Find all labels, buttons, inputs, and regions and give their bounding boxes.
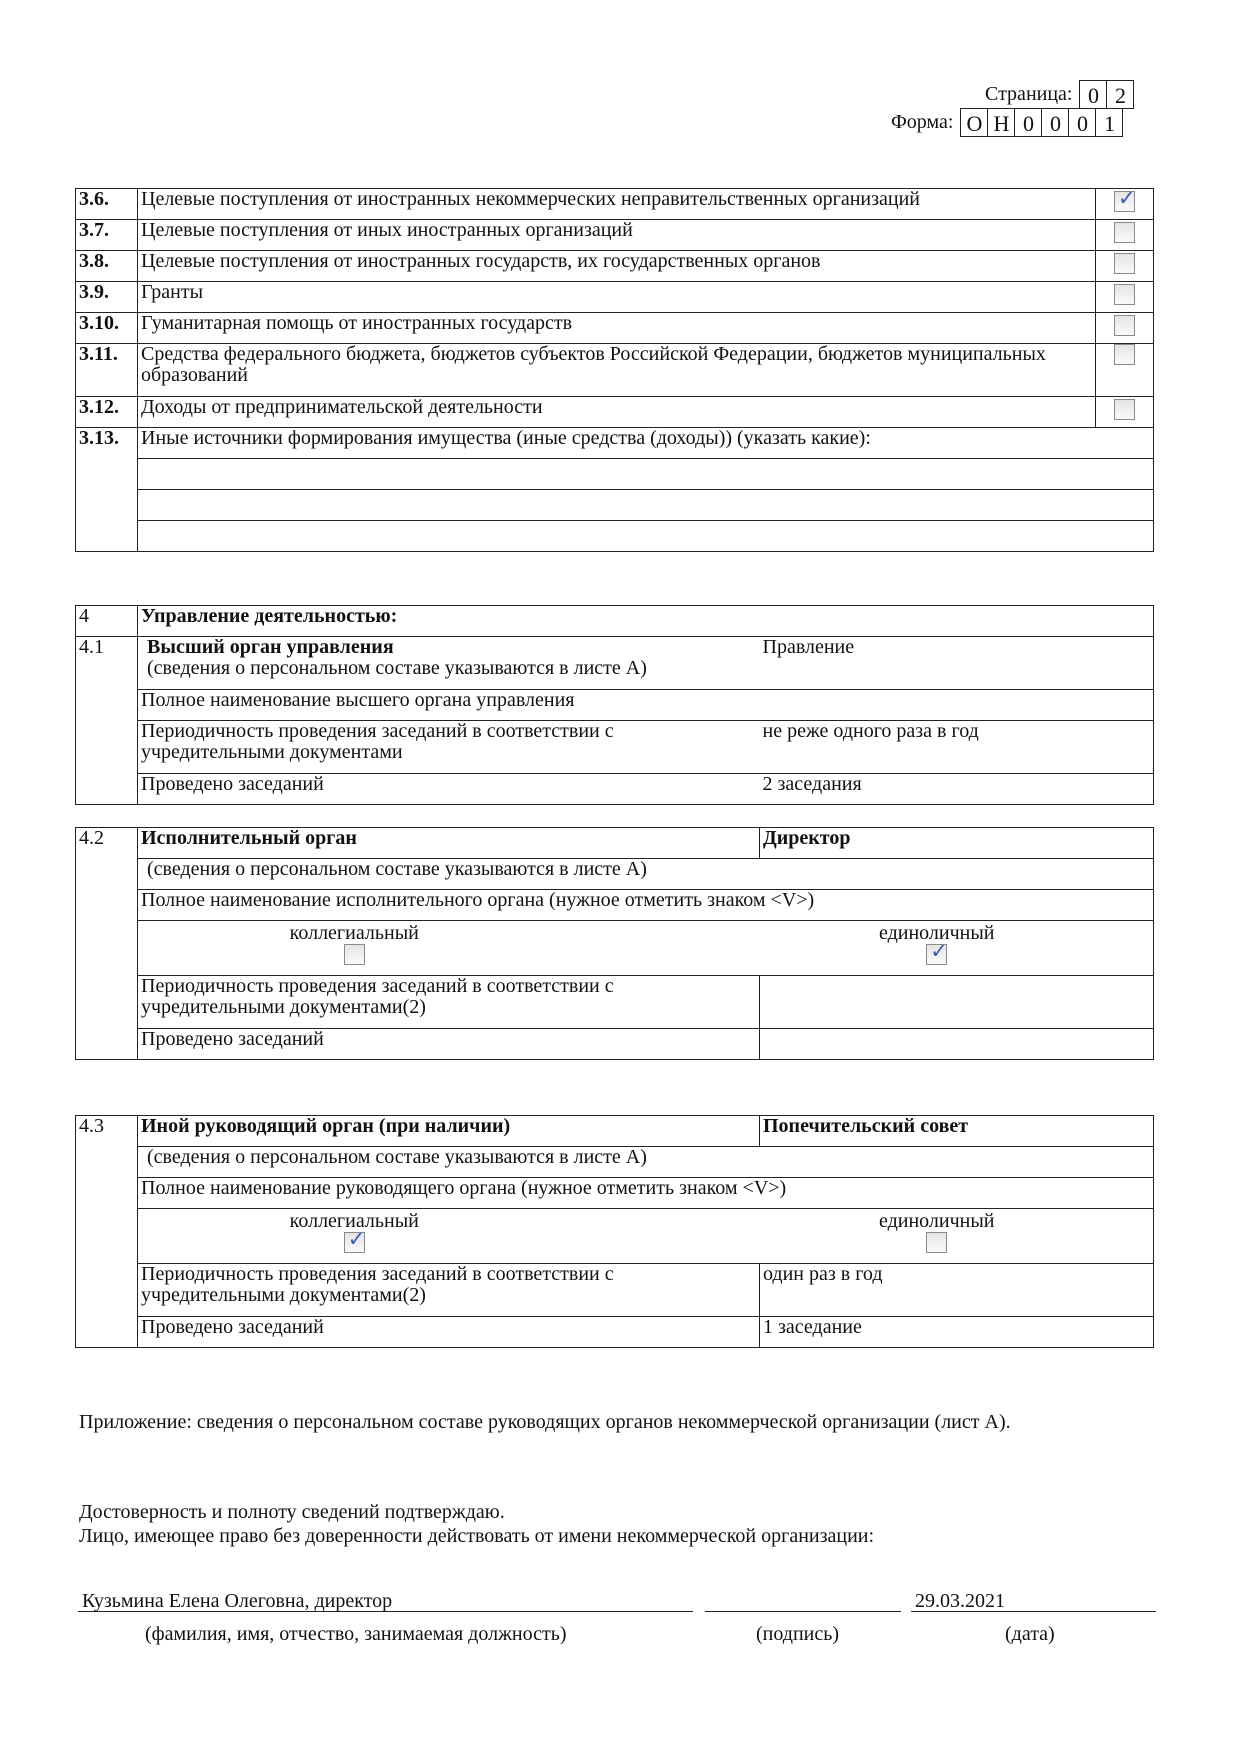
- collegial-label: коллегиальный: [289, 922, 419, 944]
- signatory-text: Лицо, имеющее право без доверенности действовать от имени некоммерческой организации:: [79, 1525, 875, 1547]
- table-row: [76, 774, 1154, 805]
- item-number: 3.8.: [76, 251, 138, 282]
- appendix-text: Приложение: сведения о персональном составе руководящих органов некоммерческой организации (лист А).: [79, 1411, 1011, 1433]
- sole-checkbox[interactable]: [926, 944, 947, 965]
- table-row: [76, 828, 1154, 859]
- collegial-label: коллегиальный: [289, 1210, 419, 1232]
- item-number: 3.7.: [76, 220, 138, 251]
- body-value: Правление: [760, 637, 1154, 690]
- body-title: Иной руководящий орган (при наличии): [138, 1116, 760, 1147]
- item-number: 3.12.: [76, 397, 138, 428]
- table-row: [76, 344, 1154, 397]
- page-digit: 0: [1079, 80, 1107, 109]
- governance-table: [75, 605, 1154, 805]
- collegial-checkbox[interactable]: [344, 944, 365, 965]
- held-label: Проведено заседаний: [138, 1317, 760, 1348]
- form-char: 0: [1014, 108, 1042, 137]
- page-number-block: [985, 80, 1134, 109]
- item-text: Целевые поступления от иностранных государств, их государственных органов: [138, 251, 1096, 282]
- form-char: Н: [987, 108, 1015, 137]
- body-value: Директор: [760, 828, 1154, 859]
- form-char: 0: [1041, 108, 1069, 137]
- other-sources-line[interactable]: [138, 459, 1154, 490]
- body-value: Попечительский совет: [760, 1116, 1154, 1147]
- other-sources-line[interactable]: [138, 490, 1154, 521]
- table-row: [76, 1209, 1154, 1264]
- item-number: 3.10.: [76, 313, 138, 344]
- section-title: Управление деятельностью:: [138, 606, 1154, 637]
- page-digit: 2: [1106, 80, 1134, 109]
- table-row: [76, 637, 1154, 690]
- other-body-table: [75, 1115, 1154, 1348]
- page-label: Страница:: [985, 83, 1073, 105]
- table-row: [76, 397, 1154, 428]
- held-label: Проведено заседаний: [138, 1029, 760, 1060]
- other-sources-line[interactable]: [138, 521, 1154, 552]
- funding-sources-table: [75, 188, 1154, 552]
- table-row: [76, 606, 1154, 637]
- table-row: [76, 189, 1154, 220]
- item-number: 3.11.: [76, 344, 138, 397]
- caption-signature: (подпись): [756, 1623, 840, 1645]
- section-number: 4.1: [76, 637, 138, 805]
- table-row: [76, 721, 1154, 774]
- table-row: [76, 921, 1154, 976]
- table-row: [76, 1147, 1154, 1178]
- table-row: [76, 251, 1154, 282]
- checkbox[interactable]: [1114, 344, 1135, 365]
- table-row: [76, 1029, 1154, 1060]
- table-row: [76, 976, 1154, 1029]
- item-text: Гранты: [138, 282, 1096, 313]
- form-char: 0: [1068, 108, 1096, 137]
- item-number: 3.9.: [76, 282, 138, 313]
- sole-label: единоличный: [878, 1210, 995, 1232]
- table-row: [76, 313, 1154, 344]
- table-row: [76, 1116, 1154, 1147]
- checkbox[interactable]: [1114, 222, 1135, 243]
- period-value[interactable]: один раз в год: [760, 1264, 1154, 1317]
- confirm-text: Достоверность и полноту сведений подтверждаю.: [79, 1501, 505, 1523]
- section-number: 4: [76, 606, 138, 637]
- form-label: Форма:: [891, 111, 954, 133]
- form-char: О: [960, 108, 988, 137]
- fullname-label: Полное наименование руководящего органа (нужное отметить знаком <V>): [138, 1178, 1154, 1209]
- period-value[interactable]: [760, 976, 1154, 1029]
- table-row: [76, 1264, 1154, 1317]
- form-code-block: [891, 108, 1123, 137]
- item-text: Целевые поступления от иных иностранных организаций: [138, 220, 1096, 251]
- item-text: Целевые поступления от иностранных некоммерческих неправительственных организаций: [138, 189, 1096, 220]
- item-number: 3.13.: [76, 428, 138, 552]
- item-number: 3.6.: [76, 189, 138, 220]
- checkbox[interactable]: [1114, 253, 1135, 274]
- item-text: Доходы от предпринимательской деятельности: [138, 397, 1096, 428]
- body-note: (сведения о персональном составе указываются в листе А): [138, 859, 1154, 890]
- table-row: [76, 428, 1154, 459]
- signature-line[interactable]: [705, 1611, 901, 1612]
- period-value: не реже одного раза в год: [760, 721, 1154, 774]
- held-label: Проведено заседаний: [138, 774, 760, 805]
- body-title: Высший орган управления: [147, 636, 394, 658]
- fullname-label: Полное наименование исполнительного органа (нужное отметить знаком <V>): [138, 890, 1154, 921]
- table-row: [76, 1317, 1154, 1348]
- period-label: Периодичность проведения заседаний в соответствии с учредительными документами(2): [138, 1264, 760, 1317]
- period-label: Периодичность проведения заседаний в соответствии с учредительными документами(2): [138, 976, 760, 1029]
- form-char: 1: [1095, 108, 1123, 137]
- sole-label: единоличный: [878, 922, 995, 944]
- table-row: [76, 859, 1154, 890]
- executive-body-table: [75, 827, 1154, 1060]
- table-row: [76, 220, 1154, 251]
- fullname-label: Полное наименование высшего органа управления: [138, 690, 1154, 721]
- checkbox[interactable]: [1114, 284, 1135, 305]
- sole-checkbox[interactable]: [926, 1232, 947, 1253]
- section-number: 4.3: [76, 1116, 138, 1348]
- table-row: [76, 890, 1154, 921]
- table-row: [76, 1178, 1154, 1209]
- collegial-checkbox[interactable]: [344, 1232, 365, 1253]
- section-number: 4.2: [76, 828, 138, 1060]
- table-row: [76, 690, 1154, 721]
- item-text: Иные источники формирования имущества (иные средства (доходы)) (указать какие):: [138, 428, 1154, 459]
- table-row: [76, 282, 1154, 313]
- checkbox[interactable]: [1114, 399, 1135, 420]
- item-text: Средства федерального бюджета, бюджетов субъектов Российской Федерации, бюджетов муниципальных образований: [138, 344, 1096, 397]
- caption-date: (дата): [1005, 1623, 1055, 1645]
- held-value: 2 заседания: [760, 774, 1154, 805]
- period-label: Периодичность проведения заседаний в соответствии с учредительными документами: [138, 721, 760, 774]
- body-note: (сведения о персональном составе указываются в листе А): [138, 1147, 1154, 1178]
- signer-name: Кузьмина Елена Олеговна, директор: [82, 1590, 393, 1612]
- sign-date: 29.03.2021: [915, 1590, 1005, 1612]
- held-value[interactable]: 1 заседание: [760, 1317, 1154, 1348]
- checkbox[interactable]: [1114, 191, 1135, 212]
- held-value[interactable]: [760, 1029, 1154, 1060]
- item-text: Гуманитарная помощь от иностранных государств: [138, 313, 1096, 344]
- caption-name: (фамилия, имя, отчество, занимаемая должность): [145, 1623, 567, 1645]
- body-title: Исполнительный орган: [138, 828, 760, 859]
- checkbox[interactable]: [1114, 315, 1135, 336]
- body-note: (сведения о персональном составе указываются в листе А): [147, 657, 647, 679]
